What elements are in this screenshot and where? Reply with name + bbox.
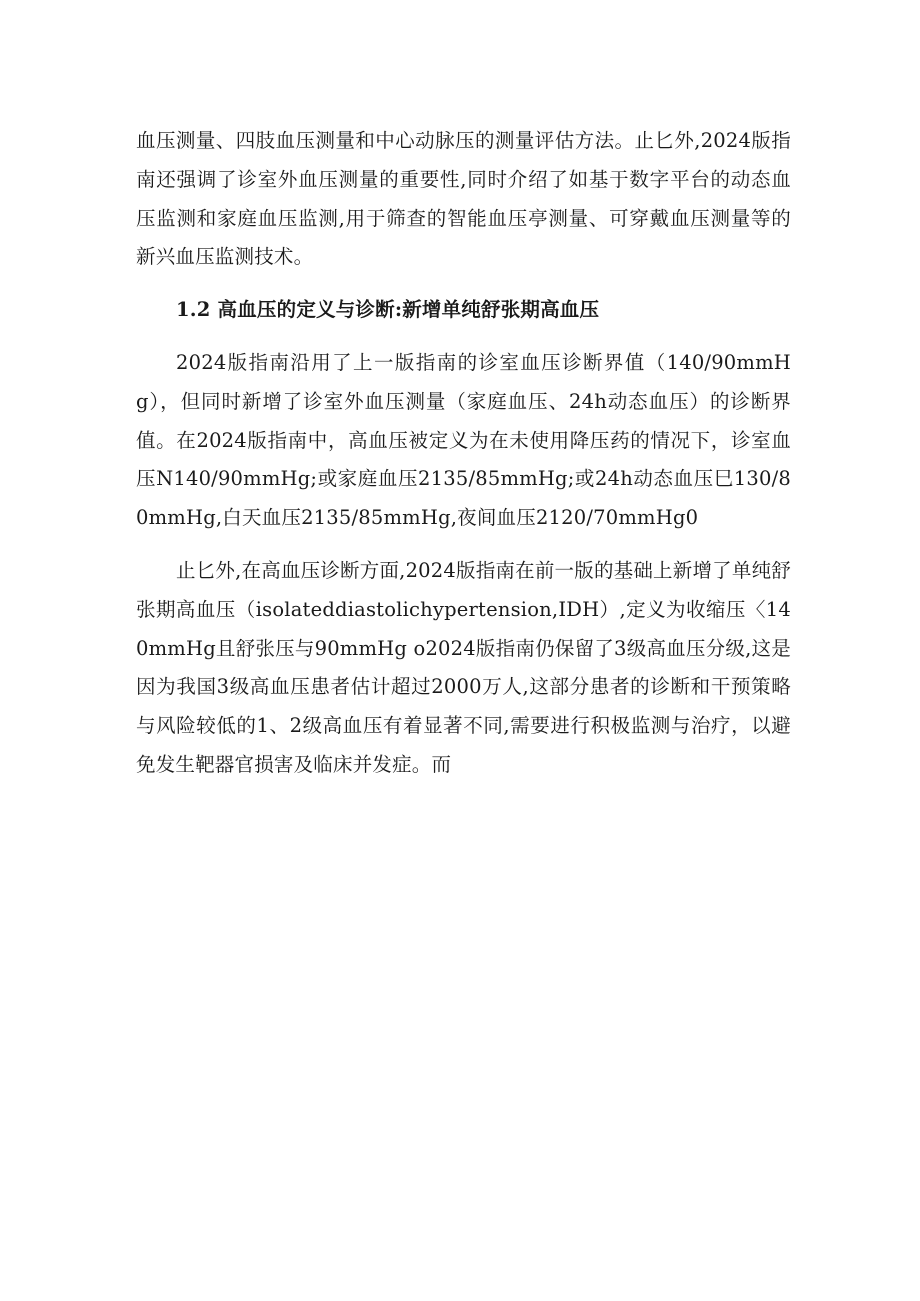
- section-heading: 1.2 高血压的定义与诊断:新增单纯舒张期高血压: [176, 298, 600, 322]
- document-body: [136, 122, 791, 785]
- paragraph-idh-definition: 止匕外,在高血压诊断方面,2024版指南在前一版的基础上新增了单纯舒张期高血压（isolateddiastolichypertension,IDH）,定义为收缩压〈140mmHg且舒张压与90mmHg o2024版指南仍保留了3级高血压分级,这是因为我国3级高血压患者估计超过2000万人,这部分患者的诊断和干预策略与风险较低的1、2级高血压有着显著不同,需要进行积极监测与治疗，以避免发生靶器官损害及临床并发症。而: [136, 558, 791, 776]
- paragraph-diagnosis-thresholds: 2024版指南沿用了上一版指南的诊室血压诊断界值（140/90mmHg），但同时新增了诊室外血压测量（家庭血压、24h动态血压）的诊断界值。在2024版指南中，高血压被定义为在未使用降压药的情况下，诊室血压N140/90mmHg;或家庭血压2135/85mmHg;或24h动态血压巳130/80mmHg,白天血压2135/85mmHg,夜间血压2120/70mmHg0: [136, 350, 791, 530]
- paragraph-continuation: 血压测量、四肢血压测量和中心动脉压的测量评估方法。止匕外,2024版指南还强调了诊室外血压测量的重要性,同时介绍了如基于数字平台的动态血压监测和家庭血压监测,用于筛查的智能血压亭测量、可穿戴血压测量等的新兴血压监测技术。: [136, 129, 791, 269]
